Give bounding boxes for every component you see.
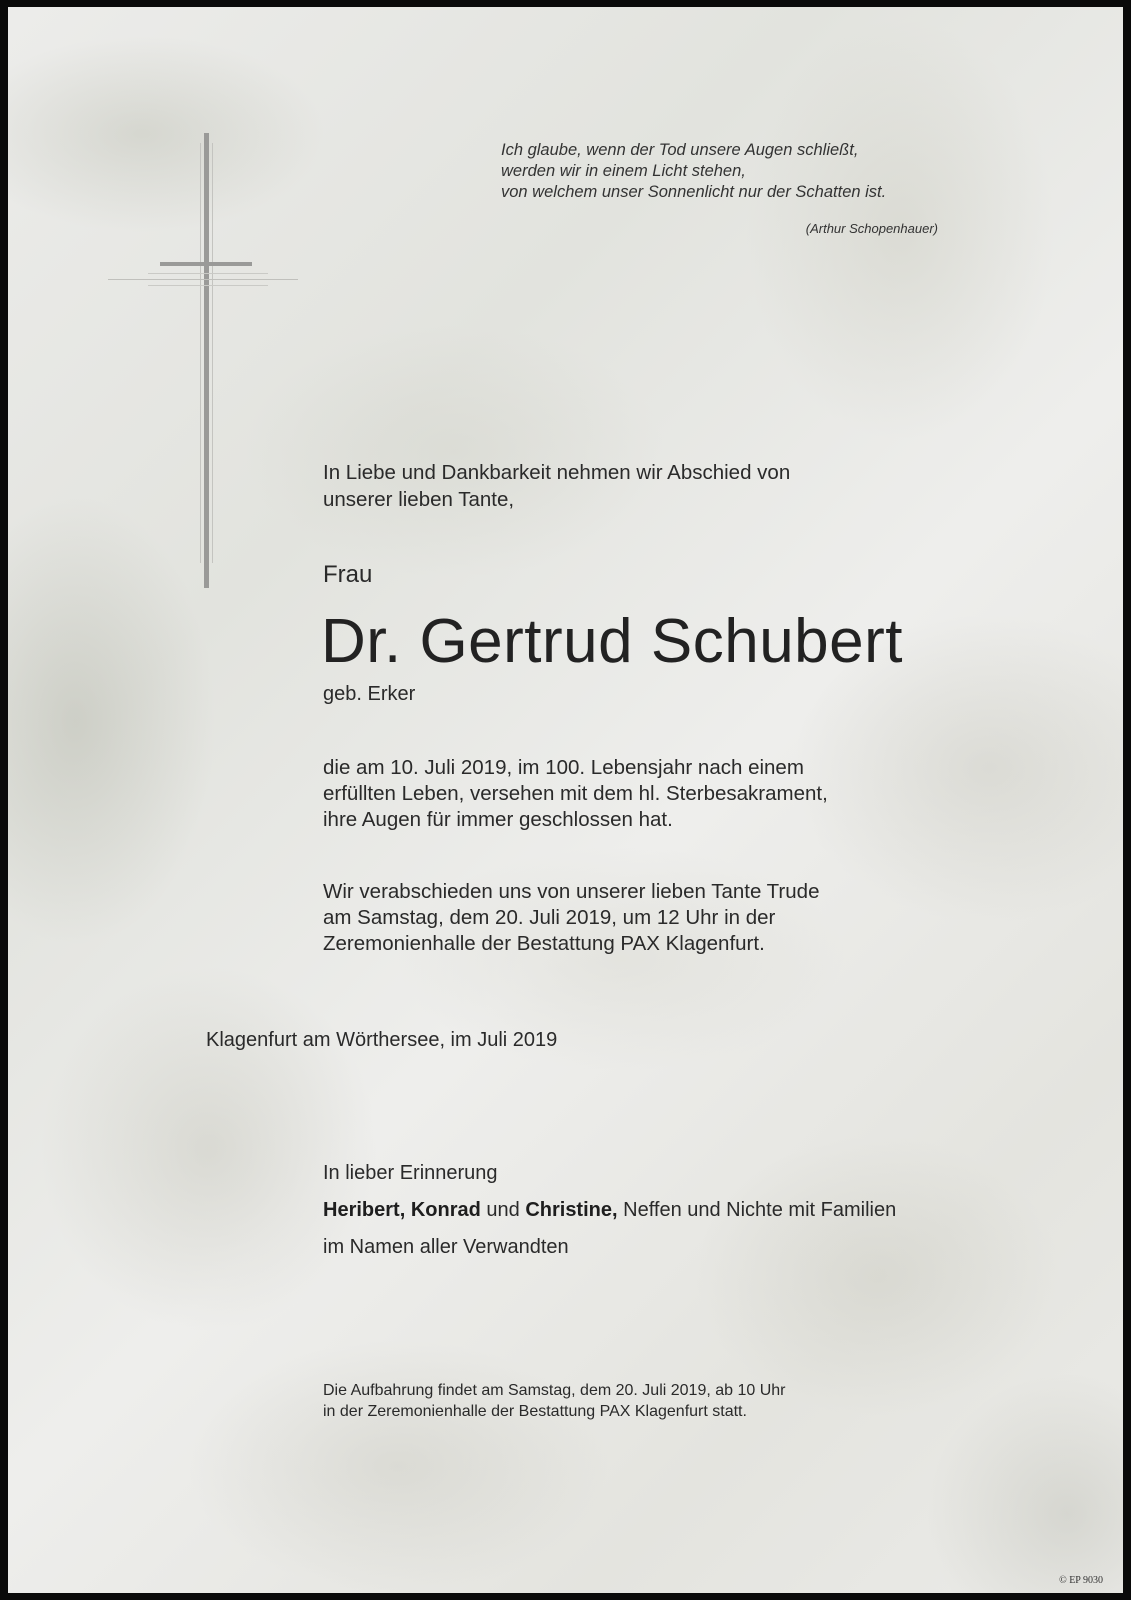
relatives-line: im Namen aller Verwandten: [323, 1236, 569, 1258]
mourner-name: Christine,: [525, 1199, 618, 1221]
maiden-name: geb. Erker: [323, 683, 416, 705]
intro-text: [323, 459, 790, 513]
salutation: Frau: [323, 561, 373, 588]
death-notice: [323, 755, 828, 833]
deceased-name: Dr. Gertrud Schubert: [321, 607, 904, 676]
intro-line: In Liebe und Dankbarkeit nehmen wir Abschied von: [323, 461, 791, 484]
mourners-line: [323, 1192, 896, 1229]
mourner-name: Konrad: [410, 1199, 481, 1221]
quote-author: (Arthur Schopenhauer): [805, 221, 938, 236]
quote-line: Ich glaube, wenn der Tod unsere Augen schließt,: [501, 141, 859, 159]
death-notice-line: erfüllten Leben, versehen mit dem hl. Sterbesakrament,: [323, 782, 828, 805]
quote-line: werden wir in einem Licht stehen,: [501, 162, 746, 180]
farewell-line: Wir verabschieden uns von unserer lieben Tante Trude: [323, 880, 820, 903]
farewell-line: Zeremonienhalle der Bestattung PAX Klagenfurt.: [323, 932, 765, 955]
obituary-sheet: [8, 7, 1123, 1593]
connector-text: und: [486, 1199, 520, 1221]
mourner-name: Heribert,: [323, 1199, 406, 1221]
quote-line: von welchem unser Sonnenlicht nur der Schatten ist.: [501, 183, 887, 201]
death-notice-line: ihre Augen für immer geschlossen hat.: [323, 808, 673, 831]
viewing-note-line: in der Zeremonienhalle der Bestattung PAX Klagenfurt statt.: [323, 1403, 747, 1420]
farewell-line: am Samstag, dem 20. Juli 2019, um 12 Uhr in der: [323, 906, 776, 929]
quote: [501, 140, 961, 203]
cross-icon: [108, 133, 298, 593]
relation-text: Neffen und Nichte mit Familien: [623, 1199, 897, 1221]
print-code: © EP 9030: [1059, 1575, 1103, 1586]
viewing-note-line: Die Aufbahrung findet am Samstag, dem 20. Juli 2019, ab 10 Uhr: [323, 1382, 786, 1399]
farewell-notice: [323, 879, 819, 957]
place-date: Klagenfurt am Wörthersee, im Juli 2019: [206, 1029, 558, 1051]
intro-line: unserer lieben Tante,: [323, 488, 515, 511]
memory-heading: In lieber Erinnerung: [323, 1162, 498, 1184]
death-notice-line: die am 10. Juli 2019, im 100. Lebensjahr nach einem: [323, 756, 804, 779]
memory-block: [323, 1155, 896, 1266]
viewing-note: [323, 1380, 786, 1422]
